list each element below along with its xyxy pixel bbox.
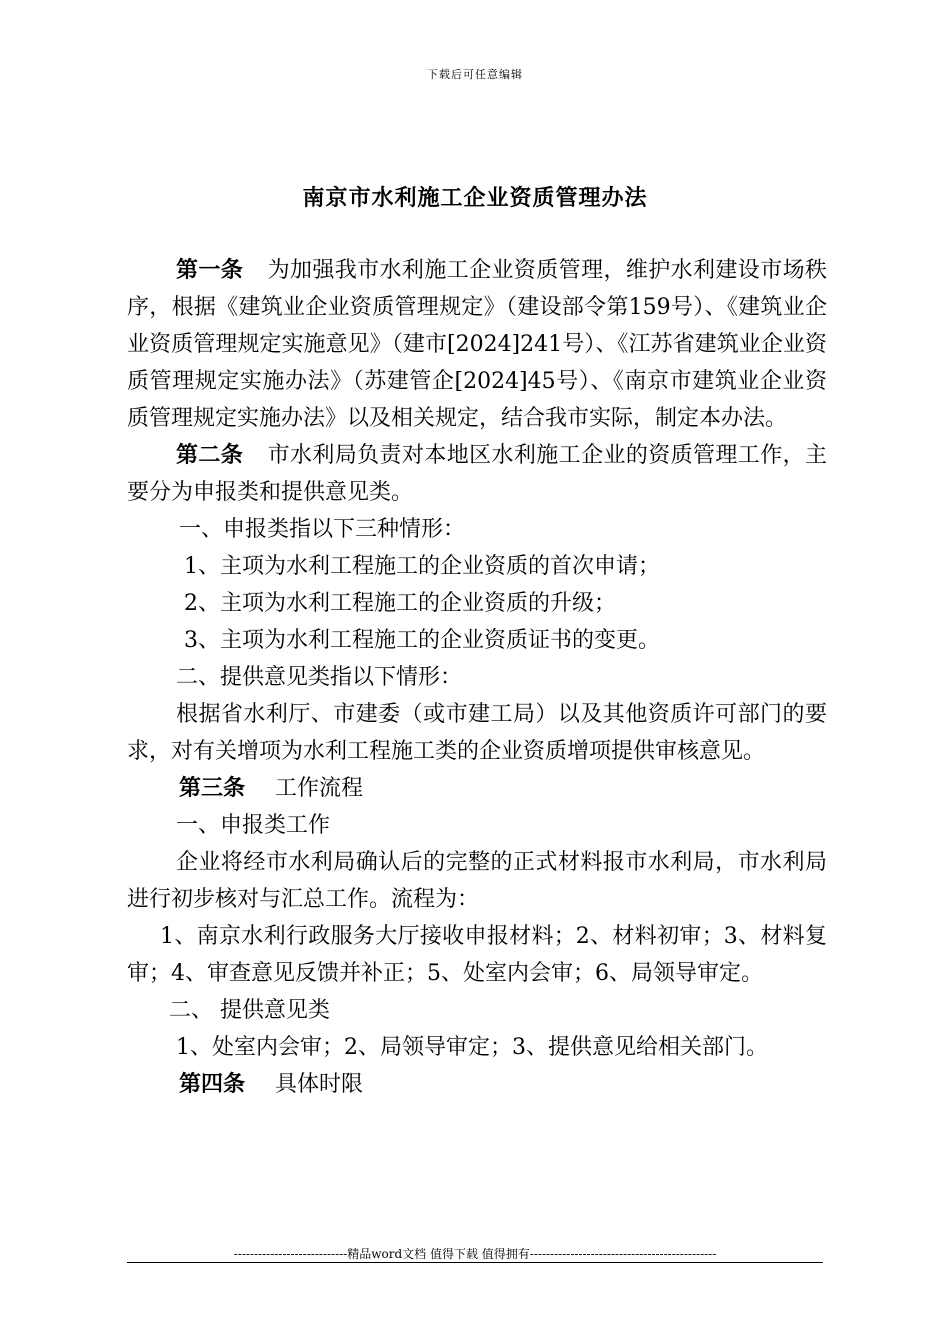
article-3 <box>127 770 827 807</box>
article-2-sub1-heading: 一、申报类指以下三种情形： <box>179 517 466 542</box>
page-footer: ----------------------------精品word文档 值得下载 值得拥有---------------------------------------------- <box>233 1247 717 1261</box>
article-4-text: 具体时限 <box>275 1072 364 1097</box>
article-4-label: 第四条 <box>179 1072 246 1097</box>
article-2-label: 第二条 <box>176 443 244 468</box>
article-3-sub2-flow: 1、处室内会审；2、局领导审定；3、提供意见给相关部门。 <box>176 1035 768 1060</box>
footer-rule <box>127 1262 823 1263</box>
article-4 <box>127 1066 827 1103</box>
article-3-sub1-text: 企业将经市水利局确认后的完整的正式材料报市水利局，市水利局进行初步核对与汇总工作。流程为： <box>127 850 827 912</box>
article-1-text: 为加强我市水利施工企业资质管理，维护水利建设市场秩序，根据《建筑业企业资质管理规定》（建设部令第159号）、《建筑业企业资质管理规定实施意见》（建市[2024]241号）、《江苏省建筑业企业资质管理规定实施办法》（苏建管企[2024]45号）、《南京市建筑业企业资质管理规定实施办法》以及相关规定，结合我市实际，制定本办法。 <box>127 258 827 431</box>
article-3-text: 工作流程 <box>275 776 364 801</box>
article-3-sub1-flow: 1、南京水利行政服务大厅接收申报材料；2、材料初审；3、材料复审；4、审查意见反馈并补正；5、处室内会审；6、局领导审定。 <box>127 924 827 986</box>
article-1 <box>127 252 827 437</box>
article-2-text: 市水利局负责对本地区水利施工企业的资质管理工作，主要分为申报类和提供意见类。 <box>127 443 827 505</box>
article-2-sub2-heading: 二、提供意见类指以下情形： <box>176 665 463 690</box>
article-3-sub2-heading: 二、 提供意见类 <box>169 998 330 1023</box>
article-2-item-3: 3、主项为水利工程施工的企业资质证书的变更。 <box>184 628 660 653</box>
article-1-label: 第一条 <box>176 258 244 283</box>
article-2-item-1: 1、主项为水利工程施工的企业资质的首次申请； <box>184 554 660 579</box>
article-3-label: 第三条 <box>179 776 246 801</box>
article-3-sub1-heading: 一、申报类工作 <box>176 813 331 838</box>
page-header: 下载后可任意编辑 <box>427 68 523 81</box>
article-2-sub2-text: 根据省水利厅、市建委（或市建工局）以及其他资质许可部门的要求，对有关增项为水利工程施工类的企业资质增项提供审核意见。 <box>127 702 827 764</box>
article-2 <box>127 437 827 511</box>
document-body <box>127 252 827 1103</box>
article-2-item-2: 2、主项为水利工程施工的企业资质的升级； <box>184 591 616 616</box>
document-title: 南京市水利施工企业资质管理办法 <box>302 186 648 211</box>
